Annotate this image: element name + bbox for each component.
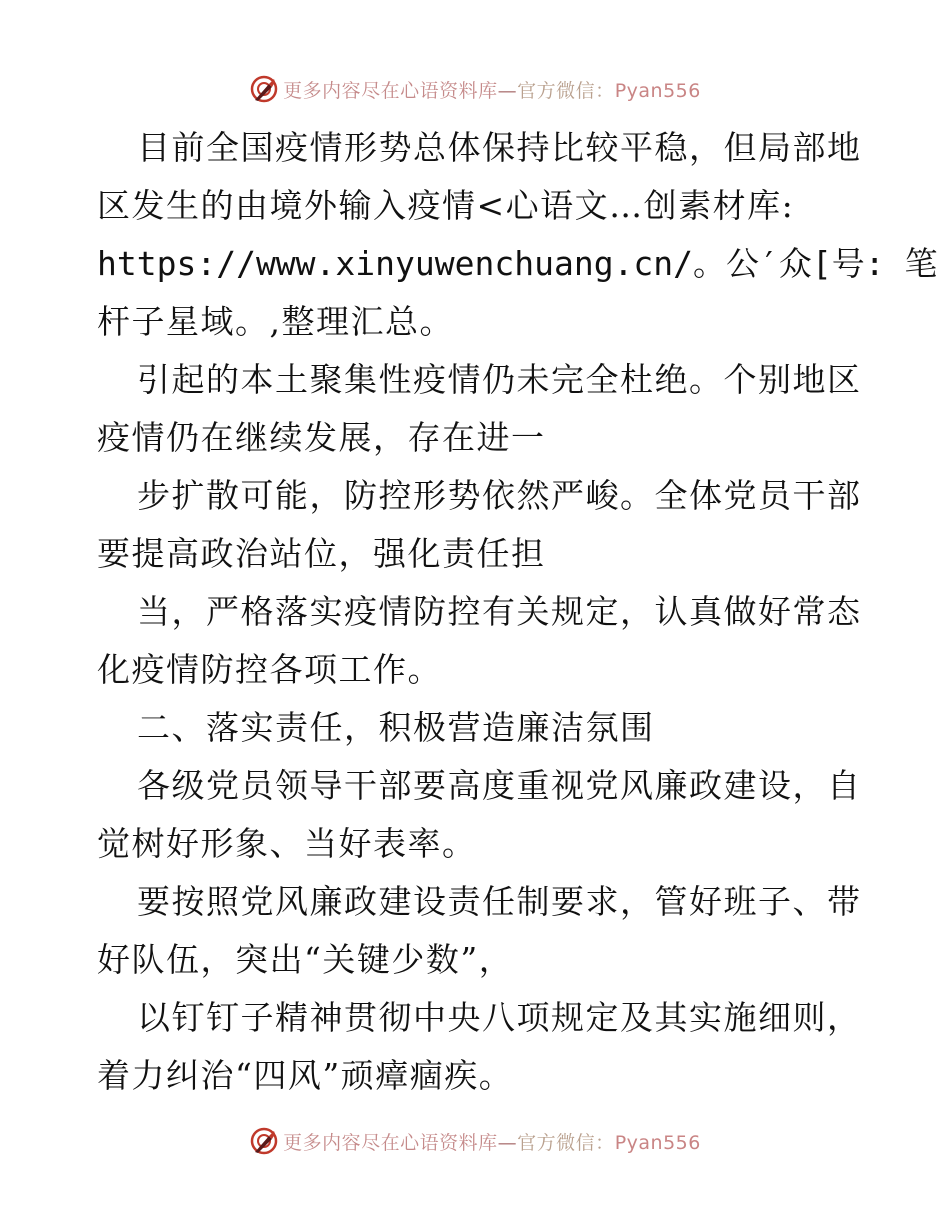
text-line: 区发生的由境外输入疫情<心语文…创素材库: bbox=[97, 186, 795, 225]
text-line: https://www.xinyuwenchuang.cn/。公′众[号: 笔 bbox=[97, 244, 938, 283]
text-line: 要提高政治站位，强化责任担 bbox=[97, 534, 546, 573]
text-line: 着力纠治“四风”顽瘴痼疾。 bbox=[97, 1056, 514, 1095]
text-line: 好队伍，突出“关键少数”， bbox=[97, 940, 514, 979]
text-line: 杆子星域。,整理汇总。 bbox=[97, 302, 454, 341]
watermark-dash: — bbox=[497, 1131, 518, 1154]
paragraph bbox=[97, 873, 862, 989]
watermark-dash: — bbox=[497, 79, 518, 102]
text-line: 化疫情防控各项工作。 bbox=[97, 650, 442, 689]
text-line: 目前全国疫情形势总体保持比较平稳，但局部地 bbox=[137, 128, 862, 167]
paragraph bbox=[97, 757, 862, 873]
text-line: 以钉钉子精神贯彻中央八项规定及其实施细则， bbox=[137, 998, 862, 1037]
paragraph bbox=[97, 351, 862, 467]
document-body bbox=[97, 119, 938, 1105]
footer-watermark bbox=[0, 1124, 950, 1158]
paragraph bbox=[97, 583, 862, 699]
section-heading bbox=[97, 699, 857, 757]
text-line: 觉树好形象、当好表率。 bbox=[97, 824, 477, 863]
watermark-text bbox=[283, 76, 701, 103]
watermark-wechat-id: Pyan556 bbox=[614, 1131, 701, 1154]
section-heading-text: 二、落实责任，积极营造廉洁氛围 bbox=[137, 708, 655, 747]
paragraph bbox=[97, 119, 938, 351]
brand-logo-icon bbox=[249, 1126, 279, 1156]
text-line: 步扩散可能，防控形势依然严峻。全体党员干部 bbox=[137, 476, 862, 515]
text-line: 各级党员领导干部要高度重视党风廉政建设，自 bbox=[137, 766, 862, 805]
watermark-wechat-label: 官方微信： bbox=[517, 1131, 615, 1154]
watermark-wechat-id: Pyan556 bbox=[614, 79, 701, 102]
paragraph bbox=[97, 467, 862, 583]
paragraph bbox=[97, 989, 862, 1105]
text-line: 疫情仍在继续发展，存在进一 bbox=[97, 418, 546, 457]
watermark-brand: 更多内容尽在心语资料库 bbox=[283, 1131, 498, 1154]
text-line: 引起的本土聚集性疫情仍未完全杜绝。个别地区 bbox=[137, 360, 862, 399]
header-watermark bbox=[0, 72, 950, 106]
watermark-brand: 更多内容尽在心语资料库 bbox=[283, 79, 498, 102]
watermark-text bbox=[283, 1128, 701, 1155]
watermark-wechat-label: 官方微信： bbox=[517, 79, 615, 102]
text-line: 当，严格落实疫情防控有关规定，认真做好常态 bbox=[137, 592, 862, 631]
brand-logo-icon bbox=[249, 74, 279, 104]
text-line: 要按照党风廉政建设责任制要求，管好班子、带 bbox=[137, 882, 862, 921]
